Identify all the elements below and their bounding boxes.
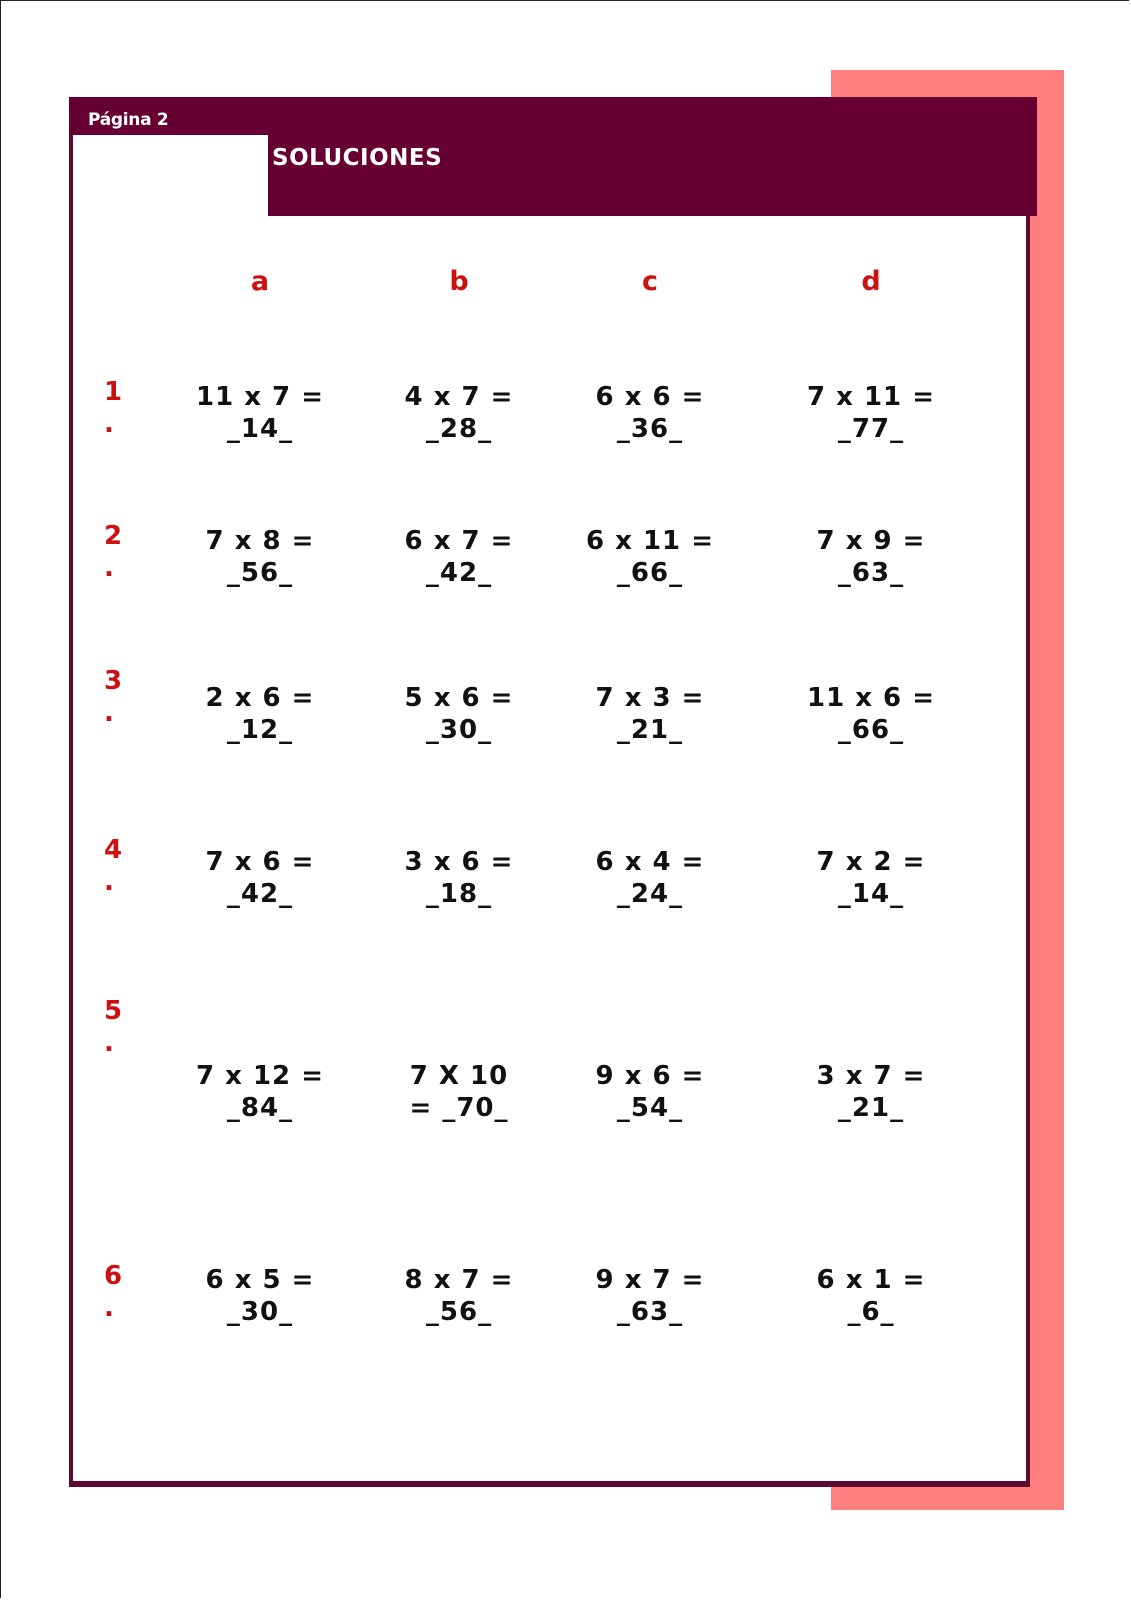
page-label: Página 2 xyxy=(88,110,169,130)
problem-5c: 9 x 6 = _54_ xyxy=(595,1061,705,1123)
problem-4c: 6 x 4 = _24_ xyxy=(595,847,705,909)
problem-1d: 7 x 11 = _77_ xyxy=(807,382,935,444)
problem-5a: 7 x 12 = _84_ xyxy=(196,1061,324,1123)
problem-5b: 7 X 10 = _70_ xyxy=(409,1061,509,1123)
row-number-3: 3 . xyxy=(104,666,123,728)
row-number-5: 5 . xyxy=(104,996,123,1058)
row-number-6: 6 . xyxy=(104,1261,123,1323)
problem-5d: 3 x 7 = _21_ xyxy=(816,1061,926,1123)
row-number-1: 1 . xyxy=(104,377,123,439)
problem-1b: 4 x 7 = _28_ xyxy=(404,382,514,444)
problem-2c: 6 x 11 = _66_ xyxy=(586,526,714,588)
problem-2d: 7 x 9 = _63_ xyxy=(816,526,926,588)
row-number-4: 4 . xyxy=(104,835,123,897)
column-header-a: a xyxy=(250,266,270,297)
problem-2a: 7 x 8 = _56_ xyxy=(205,526,315,588)
header-band xyxy=(69,97,1037,135)
problem-4a: 7 x 6 = _42_ xyxy=(205,847,315,909)
problem-3d: 11 x 6 = _66_ xyxy=(807,683,935,745)
problem-1c: 6 x 6 = _36_ xyxy=(595,382,705,444)
column-header-d: d xyxy=(861,266,881,297)
problem-3a: 2 x 6 = _12_ xyxy=(205,683,315,745)
problem-2b: 6 x 7 = _42_ xyxy=(404,526,514,588)
problem-6c: 9 x 7 = _63_ xyxy=(595,1265,705,1327)
problem-6d: 6 x 1 = _6_ xyxy=(816,1265,926,1327)
page-title: SOLUCIONES xyxy=(272,145,443,171)
column-header-c: c xyxy=(641,266,658,297)
problem-6a: 6 x 5 = _30_ xyxy=(205,1265,315,1327)
problem-6b: 8 x 7 = _56_ xyxy=(404,1265,514,1327)
row-number-2: 2 . xyxy=(104,521,123,583)
column-header-b: b xyxy=(449,266,469,297)
problem-3b: 5 x 6 = _30_ xyxy=(404,683,514,745)
problem-1a: 11 x 7 = _14_ xyxy=(196,382,324,444)
problem-4d: 7 x 2 = _14_ xyxy=(816,847,926,909)
problem-4b: 3 x 6 = _18_ xyxy=(404,847,514,909)
problem-3c: 7 x 3 = _21_ xyxy=(595,683,705,745)
